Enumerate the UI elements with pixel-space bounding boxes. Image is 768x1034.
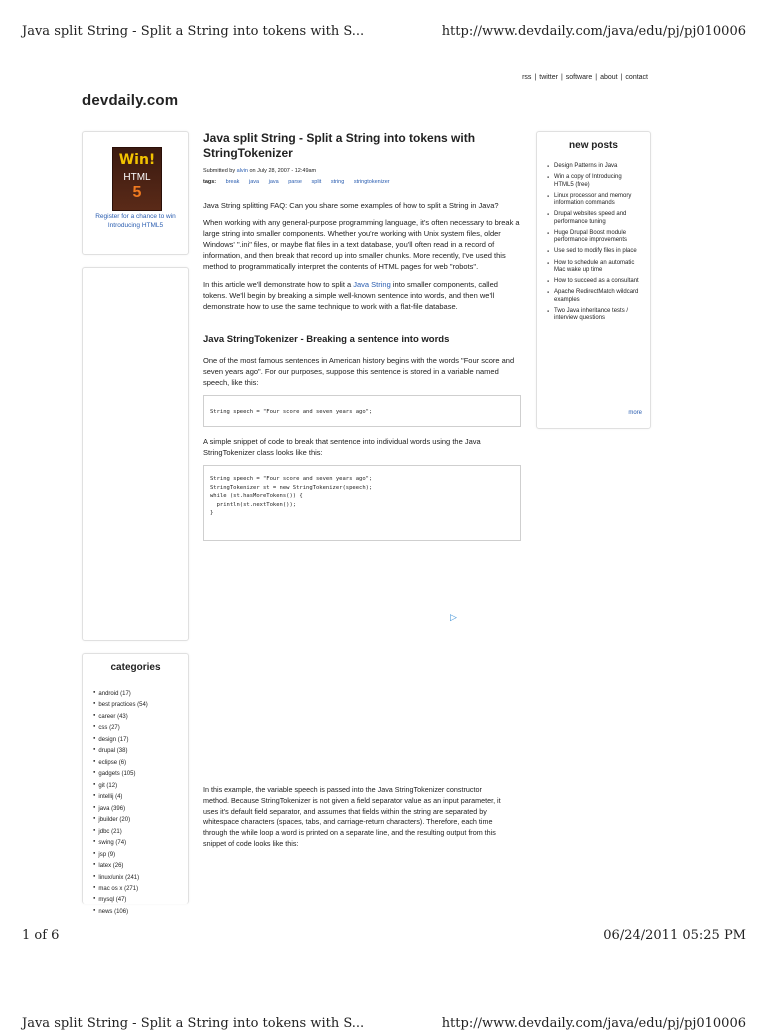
- category-item[interactable]: ● latex (26): [93, 860, 148, 871]
- category-item[interactable]: ● intellij (4): [93, 791, 148, 802]
- article-paragraph: When working with any general-purpose programming language, it's often necessary to break a large string into smaller components. Whether you're working with Unix system files, older Windows' ".ini" files, or maybe flat files in a text database, you'll often read in a record of information, and then break that record up into smaller chunks. More recently, I've used this method to programmatically interpret the contents of HTML pages for web "robots".: [203, 218, 520, 271]
- category-item[interactable]: ● java (396): [93, 803, 148, 814]
- next-page-url: http://www.devdaily.com/java/edu/pj/pj010006: [441, 1016, 746, 1031]
- new-posts-box: [536, 131, 651, 429]
- article-paragraph: [203, 279, 521, 312]
- section-heading: Java StringTokenizer - Breaking a sentence into words: [203, 334, 450, 345]
- new-post-item[interactable]: ● How to succeed as a consultant: [547, 278, 643, 286]
- tags-label: tags:: [203, 179, 217, 185]
- categories-title: categories: [110, 662, 161, 673]
- tag-link[interactable]: parse: [288, 179, 302, 185]
- top-link-rss[interactable]: rss: [522, 74, 532, 81]
- paragraph-text: into smaller components, called tokens. We'll begin by breaking a simple well-known sentence into words, and then we'll demonstrate how to use the same technique to work with a flat-file database.: [203, 280, 498, 311]
- tag-link[interactable]: java: [268, 179, 279, 185]
- print-header: [22, 24, 746, 42]
- next-page-title: Java split String - Split a String into tokens with S...: [22, 1016, 365, 1031]
- code-block: String speech = "Four score and seven years ago"; StringTokenizer st = new StringTokenizer(speech); while (st.hasMoreTokens()) { println(st.nextToken()); }: [203, 465, 521, 541]
- promo-link[interactable]: Register for a chance to win Introducing HTML5: [95, 213, 176, 229]
- category-item[interactable]: ● linux/unix (241): [93, 872, 148, 883]
- category-item[interactable]: ● mac os x (271): [93, 883, 148, 894]
- category-item[interactable]: ● design (17): [93, 734, 148, 745]
- category-item[interactable]: ● jdbc (21): [93, 826, 148, 837]
- new-post-item[interactable]: ● Use sed to modify files in place: [547, 248, 643, 256]
- submitted-date: on July 28, 2007 - 12:49am: [249, 168, 317, 174]
- categories-box: [82, 653, 189, 915]
- top-link-twitter[interactable]: twitter: [539, 74, 558, 81]
- article-paragraph: Java String splitting FAQ: Can you share some examples of how to split a String in Java?: [203, 201, 499, 210]
- print-header-title: Java split String - Split a String into tokens with S...: [22, 24, 365, 39]
- new-posts-title: new posts: [569, 140, 618, 151]
- top-links: rss | twitter | software | about | contact: [522, 74, 648, 81]
- new-post-item[interactable]: ● Apache RedirectMatch wildcard examples: [547, 289, 643, 304]
- tag-link[interactable]: stringtokenizer: [353, 179, 390, 185]
- tag-link[interactable]: break: [225, 179, 240, 185]
- tag-link[interactable]: java: [248, 179, 260, 185]
- new-post-item[interactable]: ● Linux processor and memory information commands: [547, 193, 643, 208]
- top-link-software[interactable]: software: [565, 74, 593, 81]
- category-item[interactable]: ● git (12): [93, 780, 148, 791]
- top-link-contact[interactable]: contact: [625, 74, 648, 81]
- article-tags: [203, 179, 521, 185]
- new-post-item[interactable]: ● Win a copy of Introducing HTML5 (free): [547, 174, 643, 189]
- promo-box: [82, 131, 189, 255]
- category-item[interactable]: ● career (43): [93, 711, 148, 722]
- new-post-item[interactable]: ● Design Patterns in Java: [547, 163, 643, 171]
- article-title: Java split String - Split a String into tokens with StringTokenizer: [203, 131, 476, 160]
- category-item[interactable]: ● css (27): [93, 722, 148, 733]
- category-item[interactable]: ● swing (74): [93, 837, 148, 848]
- site-title[interactable]: devdaily.com: [82, 92, 179, 109]
- article-paragraph: One of the most famous sentences in American history begins with the words "Four score and seven years ago". For our purposes, suppose this sentence is stored in a variable named speech, like this:: [203, 356, 515, 387]
- book-html-text: HTML: [123, 172, 151, 183]
- html5-book-cover-image[interactable]: [112, 147, 162, 211]
- new-posts-list: [547, 163, 643, 326]
- submitted-prefix: Submitted by: [203, 168, 236, 174]
- tag-link[interactable]: string: [330, 179, 345, 185]
- category-item[interactable]: ● android (17): [93, 688, 148, 699]
- category-item[interactable]: ● gadgets (105): [93, 768, 148, 779]
- book-win-text: Win!: [118, 152, 156, 168]
- code-block: String speech = "Four score and seven years ago";: [203, 395, 521, 427]
- author-link[interactable]: alvin: [236, 168, 248, 174]
- print-datetime: 06/24/2011 05:25 PM: [603, 928, 746, 943]
- left-ad-box: [82, 267, 189, 641]
- book-five-text: 5: [132, 184, 142, 201]
- print-footer: [22, 928, 746, 946]
- next-page-header: [22, 1016, 746, 1034]
- ad-choices-icon[interactable]: ▷: [450, 612, 457, 622]
- category-item[interactable]: ● drupal (38): [93, 745, 148, 756]
- more-posts-link[interactable]: more: [628, 410, 642, 416]
- print-header-url: http://www.devdaily.com/java/edu/pj/pj010006: [441, 24, 746, 39]
- article-paragraph: In this example, the variable speech is passed into the Java StringTokenizer constructor method. Because StringTokenizer is not given a field separator value as an input parameter, it uses it's default field separator, and assumes that fields within the string are separated by whitespace characters (spaces, tabs, and carriage-return characters). Therefore, each time through the while loop a word is printed on a separate line, and the resulting output from this snippet of code looks like this:: [203, 785, 501, 848]
- category-item[interactable]: ● eclipse (6): [93, 757, 148, 768]
- category-item[interactable]: ● mysql (47): [93, 894, 148, 905]
- top-link-about[interactable]: about: [600, 74, 618, 81]
- article-meta: [203, 168, 521, 174]
- new-post-item[interactable]: ● Huge Drupal Boost module performance improvements: [547, 230, 643, 245]
- categories-list: [93, 688, 148, 917]
- tag-link[interactable]: split: [311, 179, 322, 185]
- category-item[interactable]: ● best practices (54): [93, 699, 148, 710]
- article: [203, 131, 521, 622]
- category-item[interactable]: ● jbuilder (20): [93, 814, 148, 825]
- article-paragraph: A simple snippet of code to break that sentence into individual words using the Java StringTokenizer class looks like this:: [203, 437, 481, 457]
- page-number: 1 of 6: [22, 928, 60, 943]
- paragraph-text: In this article we'll demonstrate how to split a: [203, 280, 354, 289]
- new-post-item[interactable]: ● Two Java inheritance tests / interview questions: [547, 308, 643, 323]
- category-item[interactable]: ● news (106): [93, 906, 148, 917]
- new-post-item[interactable]: ● Drupal websites speed and performance tuning: [547, 211, 643, 226]
- new-post-item[interactable]: ● How to schedule an automatic Mac wake up time: [547, 260, 643, 275]
- java-string-link[interactable]: Java String: [353, 280, 391, 289]
- category-item[interactable]: ● jsp (9): [93, 849, 148, 860]
